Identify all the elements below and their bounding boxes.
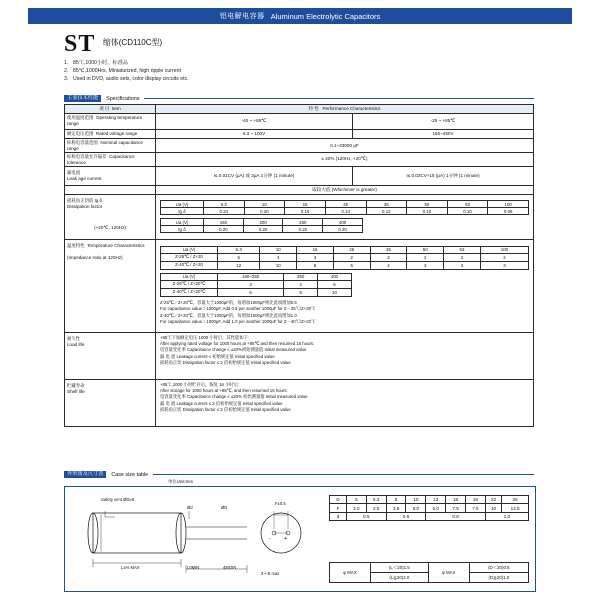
table-row [65, 114, 534, 129]
svg-text:-: - [269, 536, 271, 542]
table-row: Z-25℃ / Z+20 5 4 3 2 2 2 2 2 [161, 253, 529, 261]
table-row [65, 129, 534, 138]
value: ± 20% (120Hz, +20℃) [156, 152, 534, 166]
df-table-high [160, 218, 363, 233]
value: I≤ 0.02CV+15 (μA) 1分钟 (1 minute) [353, 166, 534, 185]
table-row: (L≧20)2.0 (D≧20)1.0 [330, 573, 529, 583]
feature-list [64, 59, 534, 83]
table-row: d 0.5 0.6 0.8 1.0 [330, 512, 529, 520]
phi-D-label: ØD [221, 505, 228, 510]
value: 160~450V [353, 129, 534, 138]
table-row: Ua (V) 6.3 10 16 25 35 50 63 100 [161, 246, 529, 253]
table-row [65, 332, 534, 379]
table-row: Ua (V) 160~250 250 400 [161, 273, 352, 280]
value: -40 ~ +85℃ [156, 114, 353, 129]
temperature-tables [156, 239, 534, 332]
svg-text:+: + [284, 536, 287, 542]
row-capacitance-tolerance: 标称电容量允许偏差 Capacitance tolerance [65, 152, 156, 166]
table-row [65, 185, 534, 194]
row-shelf-life: 贮藏寿命 Shelf life [65, 379, 156, 426]
header-performance: 特 性 Performance Characteristics [156, 105, 534, 114]
divider [144, 98, 534, 99]
table-row [65, 379, 534, 426]
table-row: φ MAX (L＜20)1.5 φ MAX (D＜20)0.5 [330, 563, 529, 573]
row-rated-voltage: 额定电压范围 Rated voltage range [65, 129, 156, 138]
table-row [65, 194, 534, 239]
table-row: tg δ 0.20 0.20 0.20 0.20 [161, 226, 363, 233]
row-dissipation-factor: 损耗角正切值 tg δ Dissipation factor (+20℃, 120Hz) [65, 194, 156, 239]
f-label: F±0.5 [275, 501, 286, 506]
table-row: tg δ 0.24 0.20 0.16 0.14 0.12 0.10 0.10 0.08 [161, 208, 529, 215]
table-row: Z-25℃ / Z+20℃ 3 4 6 [161, 280, 352, 288]
df-table-low [160, 200, 529, 215]
case-dimension-table [329, 495, 529, 521]
title-block [64, 32, 534, 83]
safety-vent-label: Safety vent ØD≥8 [101, 497, 135, 502]
value: I≤ 0.01CV (μA) 或 3μA 1分钟 (1 minute) [156, 166, 353, 185]
empty-cell [65, 185, 156, 194]
row-load-life: 耐久性 Load life [65, 332, 156, 379]
divider [153, 474, 534, 475]
table-row [65, 152, 534, 166]
list-item: 1. 85℃,1000小时。标准品 [64, 60, 129, 66]
row-capacitance-range: 标称电容量范围 Nominal capacitance range [65, 138, 156, 152]
value: 6.3 ~ 100V [156, 129, 353, 138]
table-row [65, 166, 534, 185]
row-operating-temp: 使用温度范围 Operating temperature range [65, 114, 156, 129]
capacitor-drawing [71, 493, 321, 585]
l-max-label: L±% MAX [121, 565, 140, 570]
phi-d-label: Ød [187, 505, 193, 510]
case-size-heading [64, 470, 534, 479]
page-header [28, 8, 572, 24]
table-row [65, 239, 534, 332]
table-row [65, 105, 534, 114]
case-size-label: Case size table [111, 471, 149, 478]
series-subtitle: 缩体(CD110C型) [102, 38, 163, 47]
value: 0.1~33000 μF [156, 138, 534, 152]
dissipation-tables [156, 194, 534, 239]
leakage-note: 取较大值 (Whichever is greater) [156, 185, 534, 194]
table-row: Ua (V) 160 200 250 400 [161, 219, 363, 226]
header-title-en: Aluminum Electrolytic Capacitors [270, 11, 381, 21]
header-item: 项 目 Item [65, 105, 156, 114]
table-row: D 5 6.3 8 10 13 16 18 22 25 [330, 496, 529, 504]
impedance-table-high [160, 273, 352, 297]
row-leakage-current: 漏电流 Leak age current [65, 166, 156, 185]
header-title-cn: 铝电解电容器 [219, 13, 265, 20]
table-row [65, 138, 534, 152]
case-size-tag: 外形图及尺寸表 [64, 471, 106, 478]
specifications-label: Specifications [106, 95, 140, 102]
load-life-text: +85℃下加额定电压 1000 小时后，其性能如下： After applying rated voltage for 1000 hours at +85℃ and then resumed 16 hours: 电容量变化率 Capacitance change ≤ ±20%初始测量值 Initial measured value 漏 电 流 Leakage current ≤ 初始规定值 Initial specified value 损耗角正切 Dissipation factor ≤ 2 倍初始规定值 Initial specified value [156, 332, 534, 379]
series-name: ST [64, 31, 96, 57]
list-item: 3. Used in DVD, audio sets, color display circuits etc. [64, 76, 189, 83]
table-row: F 2.0 2.5 3.5 5.0 5.0 7.5 7.5 10 12.5 [330, 504, 529, 512]
tail-label: 3＋B max [261, 571, 280, 576]
l-min-label: L0MIN [187, 565, 200, 570]
specifications-table [64, 104, 534, 427]
unit-label: 单位Unit:mm [168, 479, 194, 484]
case-size-box [64, 486, 536, 592]
specifications-tag: 主要技术性能 [64, 95, 101, 102]
shelf-life-text: +85℃,1000 小时贮存后，恢复 16 小时后： After storage for 1000 hours at +85℃, and then resumed 16 hours: 电容量变化率 Capacitance change ≤ ±20% 初始测量值 Initial measured value 漏 电 流 Leakage current ≤ 2 倍初始规定值 Initial specified value 损耗角正切 Dissipation factor ≤ 2 倍初始规定值 Initial specified value [156, 379, 534, 426]
a-min-label: 4MOIN [223, 565, 237, 570]
list-item: 2. 85℃,1000Hrs, Miniaturized, high ripple current [64, 68, 181, 75]
value: -25 ~ +85℃ [353, 114, 534, 129]
temperature-notes: Z-25℃／Z+20℃，容量大于1000μF的，每增加1000μF则比此项增加0.5 For capacitance value＞1000μF, Add 0.5 per another 1000μF for Z－25℃/Z+20℃ Z-40℃／Z+20℃，容量大于1000μF的，每增加1000μF则比此项增加1.0 For capacitance value＞1000μF, Add 1.0 per another 1000μF for Z－40℃/Z+20℃ [160, 299, 316, 324]
table-row: Ua (V) 6.3 10 16 25 35 50 63 100 [161, 201, 529, 208]
impedance-table-low [160, 246, 529, 270]
phi-max-table [329, 562, 529, 583]
specifications-heading [64, 94, 534, 103]
table-row: Z-40℃ / Z+20 12 10 8 5 4 3 3 3 [161, 261, 529, 269]
sheet [28, 8, 572, 594]
row-temperature-characteristics: 温度特性 Temperature Characteristics (Impedance ratio at 120Hz) [65, 239, 156, 332]
table-row: Z-40℃ / Z+20℃ 6 8 10 [161, 288, 352, 296]
